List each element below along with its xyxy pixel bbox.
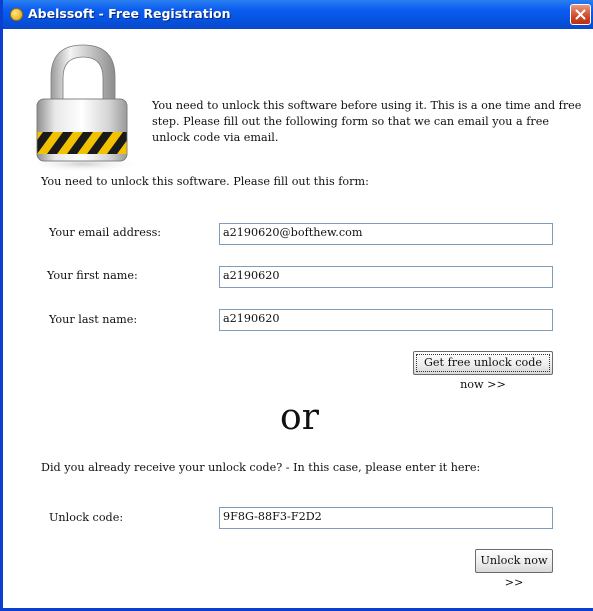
unlock-now-button[interactable]: Unlock now >> — [475, 549, 553, 573]
first-name-field[interactable]: a2190620 — [219, 266, 553, 288]
dialog-content — [6, 29, 593, 608]
close-button[interactable] — [570, 4, 591, 25]
form-heading: You need to unlock this software. Please fill out this form: — [41, 175, 369, 188]
unlock-code-field[interactable]: 9F8G-88F3-F2D2 — [219, 507, 553, 529]
title-bar[interactable] — [3, 0, 593, 29]
padlock-icon — [23, 39, 143, 174]
unlock-code-label: Unlock code: — [49, 511, 124, 524]
get-unlock-code-button[interactable]: Get free unlock code now >> — [413, 351, 553, 375]
close-icon — [575, 9, 586, 20]
or-separator: or — [280, 397, 319, 438]
app-icon — [10, 8, 23, 21]
first-name-label: Your first name: — [47, 269, 138, 282]
intro-text: You need to unlock this software before using it. This is a one time and free step. Please fill out the following form so that we can email you a free unlock code via email. — [152, 99, 582, 144]
email-field[interactable]: a2190620@bofthew.com — [219, 223, 553, 245]
last-name-label: Your last name: — [49, 313, 138, 326]
unlock-heading: Did you already receive your unlock code? - In this case, please enter it here: — [41, 461, 481, 474]
email-label: Your email address: — [49, 226, 162, 239]
last-name-field[interactable]: a2190620 — [219, 309, 553, 331]
window-title: Abelssoft - Free Registration — [28, 6, 231, 21]
